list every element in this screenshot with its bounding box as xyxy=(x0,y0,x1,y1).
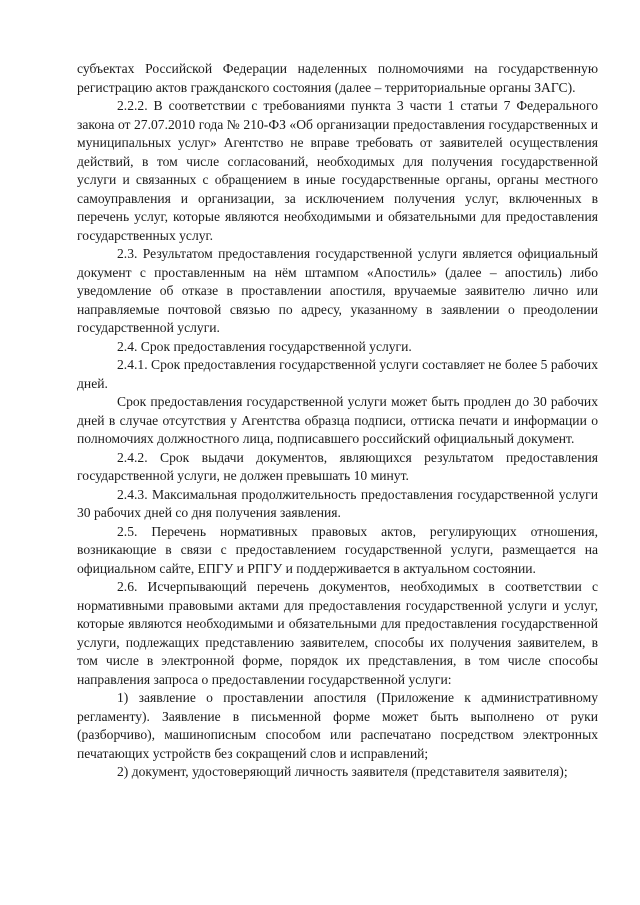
paragraph: 2.2.2. В соответствии с требованиями пункта 3 части 1 статьи 7 Федерального закона от 27.07.2010 года № 210-ФЗ «Об организации предоставления государственных и муниципальных услуг» Агентство не вправе требовать от заявителей осуществления действий, в том числе согласований, необходимых для получения государственной услуги и связанных с обращением в иные государственные органы, органы местного самоуправления и организации, за исключением получения услуг, включенных в перечень услуг, которые являются необходимыми и обязательными для предоставления государственных услуг. xyxy=(77,98,598,243)
paragraph: 2.4.3. Максимальная продолжительность предоставления государственной услуги 30 рабочих дней со дня получения заявления. xyxy=(77,486,598,520)
paragraph: 2.4.1. Срок предоставления государственной услуги составляет не более 5 рабочих дней. xyxy=(77,357,598,391)
paragraph: 2.4. Срок предоставления государственной услуги. xyxy=(117,338,412,354)
list-item: 2) документ, удостоверяющий личность заявителя (представителя заявителя); xyxy=(117,764,568,779)
list-item: 1) заявление о проставлении апостиля (Приложение к административному регламенту). Заявление в письменной форме может быть выполнено от руки (разборчиво), машинописным способом или распечатано посредством электронных печатающих устройств без сокращений слов и исправлений; xyxy=(77,690,598,761)
paragraph: 2.5. Перечень нормативных правовых актов, регулирующих отношения, возникающие в связи с предоставлением государственной услуги, размещается на официальном сайте, ЕПГУ и РПГУ и поддерживается в актуальном состоянии. xyxy=(77,523,598,576)
paragraph: Срок предоставления государственной услуги может быть продлен до 30 рабочих дней в случае отсутствия у Агентства образца подписи, оттиска печати и информации о полномочиях должностного лица, подписавшего российский официальный документ. xyxy=(77,394,598,446)
paragraph: 2.4.2. Срок выдачи документов, являющихся результатом предоставления государственной услуги, не должен превышать 10 минут. xyxy=(77,449,598,483)
paragraph: 2.6. Исчерпывающий перечень документов, необходимых в соответствии с нормативными правовыми актами для предоставления государственной услуги и услуг, которые являются необходимыми и обязательными для предоставления государственной услуги, подлежащих представлению заявителем, способы их получения заявителем, в том числе в электронной форме, порядок их представления, в том числе способы направления запроса о предоставлении государственной услуги: xyxy=(77,579,598,687)
paragraph: субъектах Российской Федерации наделенных полномочиями на государственную регистрацию актов гражданского состояния (далее – территориальные органы ЗАГС). xyxy=(77,61,598,95)
paragraph: 2.3. Результатом предоставления государственной услуги является официальный документ с проставленным на нём штампом «Апостиль» (далее – апостиль) либо уведомление об отказе в проставлении апостиля, вручаемые заявителю лично или направляемые почтовой связью по адресу, указанному в заявлении о преодолении государственной услуги. xyxy=(77,246,598,335)
